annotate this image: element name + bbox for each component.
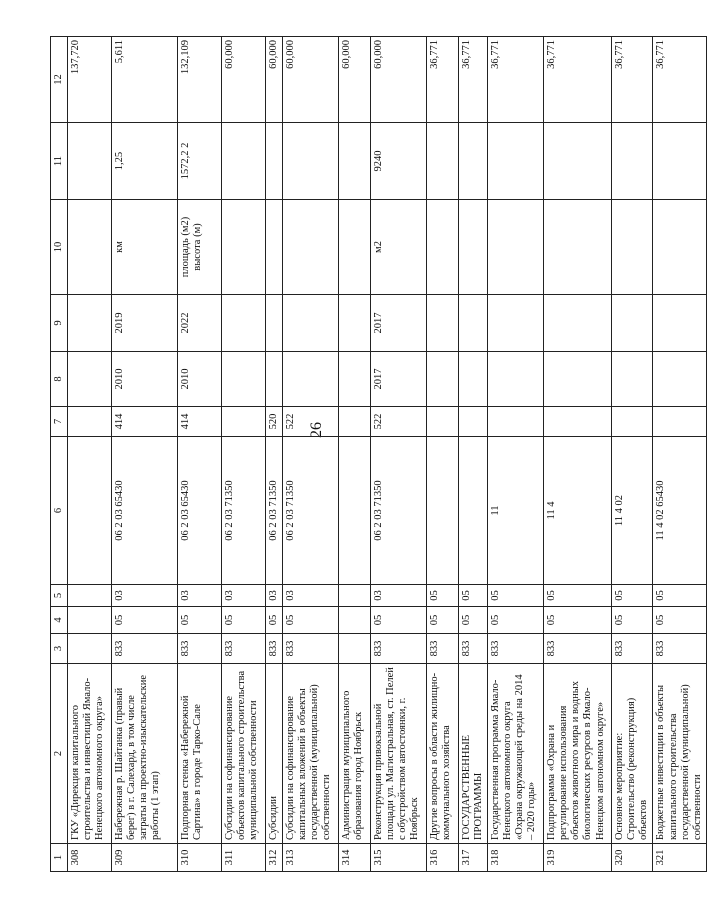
cell-name: Субсидии на софинансирование объектов капитального строительства муниципальной собственности [222, 664, 266, 844]
cell-amount: 60,000 [339, 37, 371, 123]
cell-num: 318 [488, 844, 544, 872]
cell-pr: 03 [178, 585, 222, 607]
cell-csr: 06 2 03 71350 [222, 437, 266, 585]
cell-power [459, 123, 488, 200]
header-cell: 4 [51, 607, 68, 634]
cell-amount: 132,109 [178, 37, 222, 123]
cell-end [266, 295, 283, 352]
cell-csr [339, 437, 371, 585]
cell-pr: 03 [371, 585, 427, 607]
cell-pr: 03 [283, 585, 339, 607]
cell-num: 317 [459, 844, 488, 872]
cell-end [488, 295, 544, 352]
cell-power [222, 123, 266, 200]
header-cell: 3 [51, 634, 68, 664]
cell-grbs: 833 [459, 634, 488, 664]
cell-pr: 05 [653, 585, 706, 607]
cell-end [427, 295, 459, 352]
cell-start [339, 352, 371, 407]
cell-rz: 05 [459, 607, 488, 634]
cell-rz: 05 [222, 607, 266, 634]
cell-grbs [68, 634, 112, 664]
cell-unit [459, 200, 488, 295]
cell-unit [68, 200, 112, 295]
header-cell: 5 [51, 585, 68, 607]
cell-num: 320 [612, 844, 653, 872]
cell-end [459, 295, 488, 352]
cell-grbs: 833 [283, 634, 339, 664]
cell-pr [339, 585, 371, 607]
cell-rz: 05 [112, 607, 178, 634]
cell-vr: 414 [112, 407, 178, 437]
cell-start [283, 352, 339, 407]
table-row [371, 37, 427, 872]
cell-end: 2017 [371, 295, 427, 352]
cell-power [283, 123, 339, 200]
cell-name: Другие вопросы в области жилищно-коммунального хозяйства [427, 664, 459, 844]
cell-csr: 06 2 03 71350 [266, 437, 283, 585]
cell-amount: 36,771 [488, 37, 544, 123]
cell-num: 319 [544, 844, 612, 872]
cell-num: 316 [427, 844, 459, 872]
cell-vr [222, 407, 266, 437]
cell-amount: 137,720 [68, 37, 112, 123]
cell-start [68, 352, 112, 407]
cell-start [427, 352, 459, 407]
cell-unit: км [112, 200, 178, 295]
table-body [68, 37, 707, 872]
cell-grbs: 833 [612, 634, 653, 664]
cell-amount: 60,000 [222, 37, 266, 123]
header-cell: 6 [51, 437, 68, 585]
cell-name: Подпрограмма «Охрана и регулирование использования объектов животного мира и водных биологических ресурсов в Ямало-Ненецком автономном округе» [544, 664, 612, 844]
cell-vr: 520 [266, 407, 283, 437]
cell-pr [68, 585, 112, 607]
cell-pr: 05 [427, 585, 459, 607]
cell-vr: 414 [178, 407, 222, 437]
cell-csr: 06 2 03 65430 [178, 437, 222, 585]
cell-vr [653, 407, 706, 437]
cell-end [283, 295, 339, 352]
cell-csr: 11 [488, 437, 544, 585]
cell-vr: 522 [283, 407, 339, 437]
cell-csr: 06 2 03 71350 [371, 437, 427, 585]
table-row [488, 37, 544, 872]
cell-rz: 05 [371, 607, 427, 634]
cell-csr: 06 2 03 65430 [112, 437, 178, 585]
cell-name: Подпорная стенка «Набережной Сартина» в городе Тарко-Сале [178, 664, 222, 844]
table-row [339, 37, 371, 872]
header-row [51, 37, 68, 872]
cell-csr: 11 4 [544, 437, 612, 585]
table-row [266, 37, 283, 872]
cell-unit [283, 200, 339, 295]
cell-pr: 05 [612, 585, 653, 607]
cell-start [544, 352, 612, 407]
table-row [222, 37, 266, 872]
cell-vr [488, 407, 544, 437]
cell-unit [612, 200, 653, 295]
cell-rz [68, 607, 112, 634]
table-row [427, 37, 459, 872]
cell-power [612, 123, 653, 200]
header-cell: 10 [51, 200, 68, 295]
header-cell: 11 [51, 123, 68, 200]
cell-csr: 11 4 02 65430 [653, 437, 706, 585]
cell-unit: площадь (м2) высота (м) [178, 200, 222, 295]
cell-rz: 05 [544, 607, 612, 634]
cell-grbs: 833 [112, 634, 178, 664]
cell-vr [339, 407, 371, 437]
cell-power [653, 123, 706, 200]
cell-unit [544, 200, 612, 295]
cell-grbs: 833 [178, 634, 222, 664]
table-row [178, 37, 222, 872]
cell-grbs: 833 [653, 634, 706, 664]
table-row [68, 37, 112, 872]
cell-rz: 05 [178, 607, 222, 634]
header-cell: 7 [51, 407, 68, 437]
cell-power: 1,25 [112, 123, 178, 200]
cell-start [266, 352, 283, 407]
cell-rz: 05 [653, 607, 706, 634]
cell-start [488, 352, 544, 407]
cell-unit [653, 200, 706, 295]
cell-pr: 05 [544, 585, 612, 607]
cell-unit [266, 200, 283, 295]
cell-end [653, 295, 706, 352]
table-row [459, 37, 488, 872]
cell-end [339, 295, 371, 352]
cell-csr [427, 437, 459, 585]
cell-power [266, 123, 283, 200]
cell-vr [544, 407, 612, 437]
header-cell: 8 [51, 352, 68, 407]
cell-vr [427, 407, 459, 437]
cell-power [427, 123, 459, 200]
page-number: 26 [308, 422, 325, 438]
cell-start: 2010 [112, 352, 178, 407]
cell-name: Реконструкция привокзальной площади ул. Магистральная, ст. Пелей с обустройством автостоянки, г. Ноябрьск [371, 664, 427, 844]
cell-amount: 60,000 [266, 37, 283, 123]
cell-grbs: 833 [371, 634, 427, 664]
cell-rz: 05 [283, 607, 339, 634]
cell-vr: 522 [371, 407, 427, 437]
table-row [612, 37, 653, 872]
cell-start [653, 352, 706, 407]
cell-grbs: 833 [266, 634, 283, 664]
cell-unit [427, 200, 459, 295]
cell-start: 2010 [178, 352, 222, 407]
cell-pr: 03 [222, 585, 266, 607]
cell-unit: м2 [371, 200, 427, 295]
budget-table [50, 36, 707, 872]
cell-rz: 05 [612, 607, 653, 634]
cell-vr [68, 407, 112, 437]
cell-num: 311 [222, 844, 266, 872]
cell-start [612, 352, 653, 407]
cell-unit [488, 200, 544, 295]
cell-name: Набережная р. Шайтанка (правый берег) в г. Салехард, в том числе затраты на проектно-изыскательские работы (1 этап) [112, 664, 178, 844]
budget-table-sheet [50, 37, 703, 872]
header-cell: 1 [51, 844, 68, 872]
cell-power [339, 123, 371, 200]
cell-num: 314 [339, 844, 371, 872]
cell-pr: 05 [488, 585, 544, 607]
table-row [112, 37, 178, 872]
cell-name: Бюджетные инвестиции в объекты капитального строительства государственной (муниципальной) собственности [653, 664, 706, 844]
cell-name: Государственная программа Ямало-Ненецкого автономного округа «Охрана окружающей среды на 2014 – 2020 годы» [488, 664, 544, 844]
cell-rz [339, 607, 371, 634]
cell-vr [612, 407, 653, 437]
cell-power [544, 123, 612, 200]
cell-amount: 36,771 [544, 37, 612, 123]
cell-num: 321 [653, 844, 706, 872]
cell-power [68, 123, 112, 200]
table-row [653, 37, 706, 872]
cell-power: 1572,2 2 [178, 123, 222, 200]
cell-amount: 36,771 [427, 37, 459, 123]
cell-num: 308 [68, 844, 112, 872]
cell-csr: 06 2 03 71350 [283, 437, 339, 585]
cell-pr: 05 [459, 585, 488, 607]
cell-rz: 05 [427, 607, 459, 634]
cell-name: ГОСУДАРСТВЕННЫЕ ПРОГРАММЫ [459, 664, 488, 844]
cell-name: Основное мероприятие: Строительство (реконструкция) объектов [612, 664, 653, 844]
cell-amount: 36,771 [612, 37, 653, 123]
cell-amount: 60,000 [371, 37, 427, 123]
cell-grbs [339, 634, 371, 664]
cell-amount: 5,611 [112, 37, 178, 123]
cell-end [612, 295, 653, 352]
cell-start [222, 352, 266, 407]
cell-num: 310 [178, 844, 222, 872]
cell-csr [68, 437, 112, 585]
cell-power [488, 123, 544, 200]
cell-name: ГКУ «Дирекция капитального строительства и инвестиций Ямало-Ненецкого автономного округа» [68, 664, 112, 844]
cell-end: 2019 [112, 295, 178, 352]
cell-power: 9240 [371, 123, 427, 200]
cell-end [68, 295, 112, 352]
table-row [544, 37, 612, 872]
cell-csr: 11 4 02 [612, 437, 653, 585]
cell-vr [459, 407, 488, 437]
header-cell: 12 [51, 37, 68, 123]
cell-name: Администрация муниципального образования город Ноябрьск [339, 664, 371, 844]
cell-rz: 05 [488, 607, 544, 634]
table-row [283, 37, 339, 872]
cell-unit [222, 200, 266, 295]
cell-csr [459, 437, 488, 585]
cell-num: 313 [283, 844, 339, 872]
cell-amount: 36,771 [459, 37, 488, 123]
cell-end [222, 295, 266, 352]
cell-num: 309 [112, 844, 178, 872]
cell-end [544, 295, 612, 352]
cell-pr: 03 [266, 585, 283, 607]
cell-grbs: 833 [488, 634, 544, 664]
cell-num: 315 [371, 844, 427, 872]
cell-start [459, 352, 488, 407]
cell-name: Субсидии [266, 664, 283, 844]
cell-amount: 60,000 [283, 37, 339, 123]
cell-pr: 03 [112, 585, 178, 607]
cell-name: Субсидии на софинансирование капитальных вложений в объекты государственной (муниципальной) собственности [283, 664, 339, 844]
cell-amount: 36,771 [653, 37, 706, 123]
cell-grbs: 833 [222, 634, 266, 664]
cell-num: 312 [266, 844, 283, 872]
cell-unit [339, 200, 371, 295]
cell-grbs: 833 [544, 634, 612, 664]
header-cell: 2 [51, 664, 68, 844]
cell-grbs: 833 [427, 634, 459, 664]
cell-start: 2017 [371, 352, 427, 407]
header-cell: 9 [51, 295, 68, 352]
cell-end: 2022 [178, 295, 222, 352]
cell-rz: 05 [266, 607, 283, 634]
